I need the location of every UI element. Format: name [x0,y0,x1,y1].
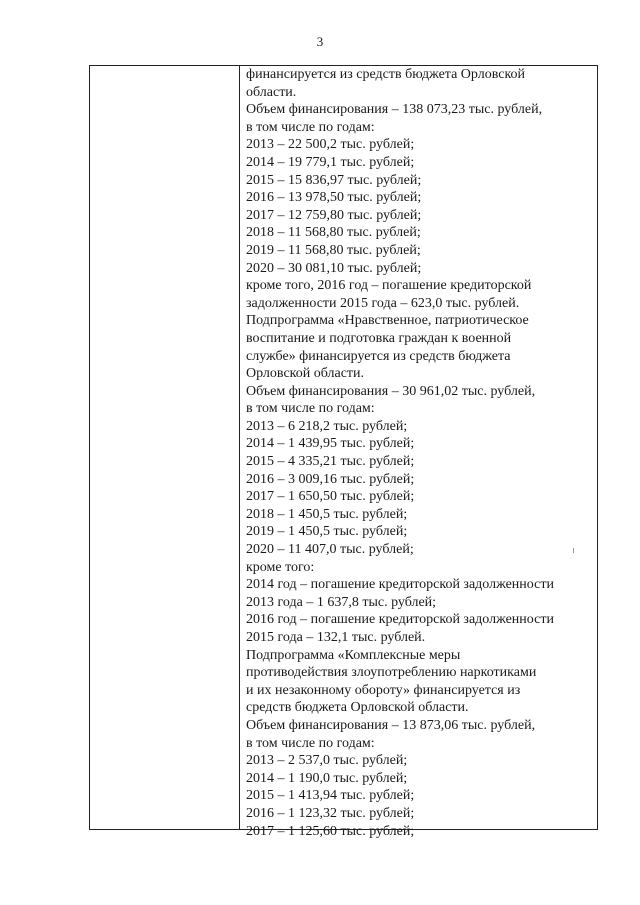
table-right-cell [246,66,593,840]
text-line: 2017 – 12 759,80 тыс. рублей; [246,207,422,223]
text-line: задолженности 2015 года – 623,0 тыс. рублей. [246,295,520,311]
text-line: 2015 – 1 413,94 тыс. рублей; [246,788,415,804]
text-line: 2013 – 6 218,2 тыс. рублей; [246,418,408,434]
text-line: области. [246,84,297,100]
text-line: 2018 – 11 568,80 тыс. рублей; [246,225,421,241]
text-line: 2017 – 1 125,60 тыс. рублей; [246,823,415,839]
text-line: службе» финансируется из средств бюджета [246,348,511,364]
text-line: 2014 – 1 190,0 тыс. рублей; [246,770,408,786]
text-line: и их незаконному обороту» финансируется из [246,682,521,698]
text-line: 2016 год – погашение кредиторской задолженности [246,612,554,628]
text-line: Подпрограмма «Комплексные меры [246,647,461,663]
text-line: 2015 – 4 335,21 тыс. рублей; [246,454,415,470]
text-line: 2018 – 1 450,5 тыс. рублей; [246,506,408,522]
text-line: 2020 – 30 081,10 тыс. рублей; [246,260,422,276]
text-line: в том числе по годам: [246,401,375,417]
text-line: 2020 – 11 407,0 тыс. рублей; [246,542,414,558]
text-line: 2019 – 1 450,5 тыс. рублей; [246,524,408,540]
text-line: 2014 – 1 439,95 тыс. рублей; [246,436,415,452]
text-line: 2017 – 1 650,50 тыс. рублей; [246,489,415,505]
text-line: 2015 – 15 836,97 тыс. рублей; [246,172,422,188]
text-line: Объем финансирования – 13 873,06 тыс. рублей, [246,717,536,733]
text-line: в том числе по годам: [246,119,375,135]
table-left-cell [90,66,240,829]
text-line: Подпрограмма «Нравственное, патриотическое [246,313,529,329]
funding-table [89,65,598,839]
scan-mark [573,548,574,553]
page-number: 3 [316,34,324,49]
text-line: Объем финансирования – 138 073,23 тыс. рублей, [246,102,543,118]
text-line: 2016 – 13 978,50 тыс. рублей; [246,190,422,206]
text-line: 2013 – 2 537,0 тыс. рублей; [246,753,408,769]
text-line: 2019 – 11 568,80 тыс. рублей; [246,242,421,258]
text-line: Орловской области. [246,366,365,382]
text-line: кроме того: [246,559,315,575]
text-line: 2013 года – 1 637,8 тыс. рублей; [246,594,437,610]
text-line: финансируется из средств бюджета Орловской [246,67,526,82]
text-line: 2013 – 22 500,2 тыс. рублей; [246,137,415,153]
text-line: 2014 – 19 779,1 тыс. рублей; [246,154,415,170]
text-line: средств бюджета Орловской области. [246,700,469,716]
text-line: 2015 года – 132,1 тыс. рублей. [246,630,426,645]
text-line: в том числе по годам: [246,735,375,751]
text-line: 2016 – 1 123,32 тыс. рублей; [246,805,415,821]
text-line: противодействия злоупотреблению наркотиками [246,665,537,681]
text-line: кроме того, 2016 год – погашение кредиторской [246,278,532,294]
text-line: воспитание и подготовка граждан к военной [246,330,512,346]
text-line: 2014 год – погашение кредиторской задолженности [246,577,554,593]
text-line: 2016 – 3 009,16 тыс. рублей; [246,471,415,487]
text-line: Объем финансирования – 30 961,02 тыс. рублей, [246,383,536,399]
